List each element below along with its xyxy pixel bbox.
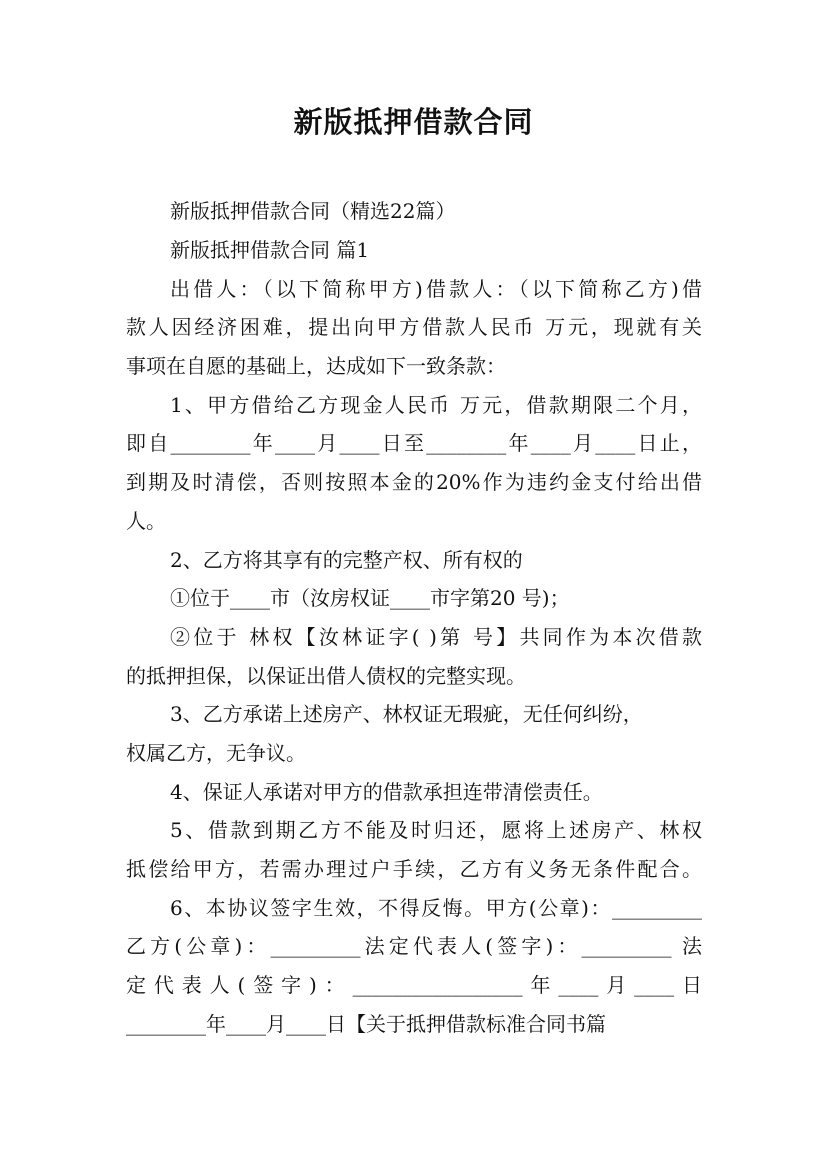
paragraph-line: 抵偿给甲方，若需办理过户手续，乙方有义务无条件配合。 xyxy=(126,857,702,881)
paragraph-line: 出借人：（以下简称甲方)借款人：（以下简称乙方)借 xyxy=(170,277,702,301)
paragraph-line: ①位于____市（汝房权证____市字第20 号)； xyxy=(170,586,570,610)
paragraph-line: 5、借款到期乙方不能及时归还，愿将上述房产、林权 xyxy=(170,818,702,842)
paragraph-line: 2、乙方将其享有的完整产权、所有权的 xyxy=(170,548,523,572)
document-title: 新版抵押借款合同 xyxy=(293,105,534,139)
paragraph-line: 4、保证人承诺对甲方的借款承担连带清偿责任。 xyxy=(170,780,603,804)
paragraph-line: 乙方(公章)：_________法定代表人(签字)：_________ 法 xyxy=(126,934,702,958)
paragraph-line: 权属乙方，无争议。 xyxy=(126,741,306,765)
paragraph-line: 的抵押担保，以保证出借人债权的完整实现。 xyxy=(126,664,526,688)
paragraph-line: 人。 xyxy=(126,509,166,533)
paragraph-line: 定代表人(签字)：_________________年____月____日 xyxy=(126,973,702,997)
paragraph-line: 事项在自愿的基础上，达成如下一致条款： xyxy=(126,354,506,378)
paragraph-line: ②位于 林权【汝林证字( )第 号】共同作为本次借款 xyxy=(170,625,702,649)
paragraph-line: 新版抵押借款合同（精选22篇） xyxy=(170,199,456,223)
paragraph-line: 新版抵押借款合同 篇1 xyxy=(170,238,370,262)
paragraph-line: 3、乙方承诺上述房产、林权证无瑕疵，无任何纠纷， xyxy=(170,702,643,726)
paragraph-line: ________年____月____日【关于抵押借款标准合同书篇 xyxy=(126,1012,606,1036)
paragraph-line: 6、本协议签字生效，不得反悔。甲方(公章)：_________ xyxy=(170,896,702,920)
paragraph-line: 1、甲方借给乙方现金人民币 万元，借款期限二个月， xyxy=(170,393,702,417)
paragraph-line: 即自________年____月____日至________年____月____日止， xyxy=(126,431,702,455)
paragraph-line: 到期及时清偿，否则按照本金的20%作为违约金支付给出借 xyxy=(126,470,702,494)
paragraph-line: 款人因经济困难，提出向甲方借款人民币 万元，现就有关 xyxy=(126,315,702,339)
